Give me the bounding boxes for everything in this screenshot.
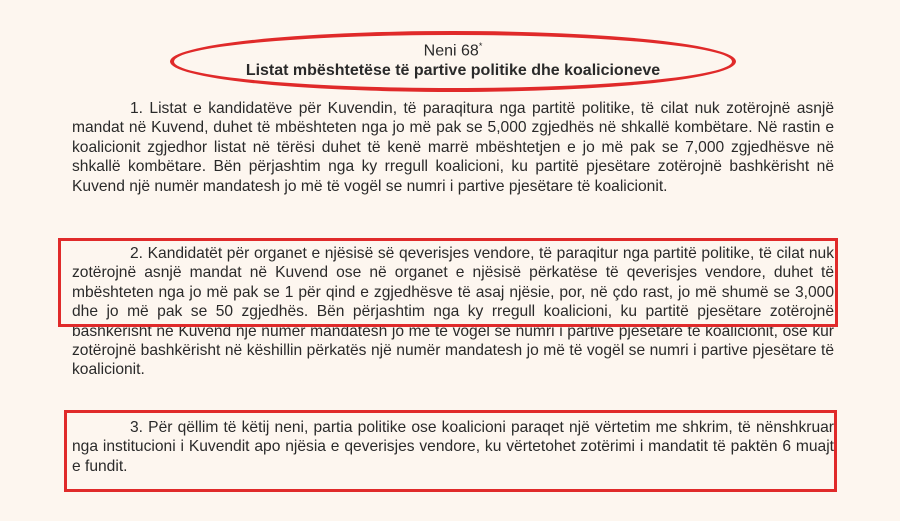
paragraph-3-text: 3. Për qëllim të këtij neni, partia politike ose koalicioni paraqet një vërtetim me shkrim, të nënshkruar nga institucioni i Kuvendit apo njësia e qeverisjes vendore, ku vërtetohet zotërimi i mandatit të paktën 6 muajt e fundit. xyxy=(72,419,834,475)
paragraph-1 xyxy=(72,99,834,196)
paragraph-3-highlight-box xyxy=(64,410,837,492)
article-heading xyxy=(170,32,736,81)
paragraph-2-text: 2. Kandidatët për organet e njësisë së qeverisjes vendore, të paraqitur nga partitë politike, të cilat nuk zotërojnë asnjë mandat në Kuvend ose në organet e njësisë përkatëse të qeverisjes vendore, duhet të mbështeten nga jo më pak se 1 për qind e zgjedhësve të asaj njësie, por, në çdo rast, jo më shumë se 3,000 dhe jo më pak se 50 zgjedhës. Bën përjashtim nga ky rregull koalicioni, ku partitë pjesëtare zotërojnë bashkërisht në Kuvend një numër mandatesh jo më të vogël se numri i partive pjesëtare të koalicionit, ose kur zotërojnë bashkërisht në këshillin përkatës një numër mandatesh jo më të vogël se numri i partive pjesëtare të koalicionit. xyxy=(72,245,834,379)
article-number xyxy=(170,36,736,61)
paragraph-1-text: 1. Listat e kandidatëve për Kuvendin, të paraqitura nga partitë politike, të cilat nuk zotërojnë asnjë mandat në Kuvend, duhet të mbështeten nga jo më pak se 5,000 zgjedhës në shkallë kombëtare. Në rastin e koalicionit zgjedhor listat në tërësi duhet të kenë marrë mbështetjen e jo më pak se 7,000 zgjedhësve në shkallë kombëtare. Bën përjashtim nga ky rregull koalicioni, ku partitë pjesëtare zotërojnë bashkërisht në Kuvend një numër mandatesh jo më të vogël se numri i partive pjesëtare të koalicionit. xyxy=(72,100,834,195)
article-number-text: Neni 68 xyxy=(423,42,479,60)
article-number-mark: * xyxy=(478,41,483,51)
paragraph-2-highlight-box xyxy=(58,238,838,327)
article-title: Listat mbështetëse të partive politike dhe koalicioneve xyxy=(245,62,661,80)
